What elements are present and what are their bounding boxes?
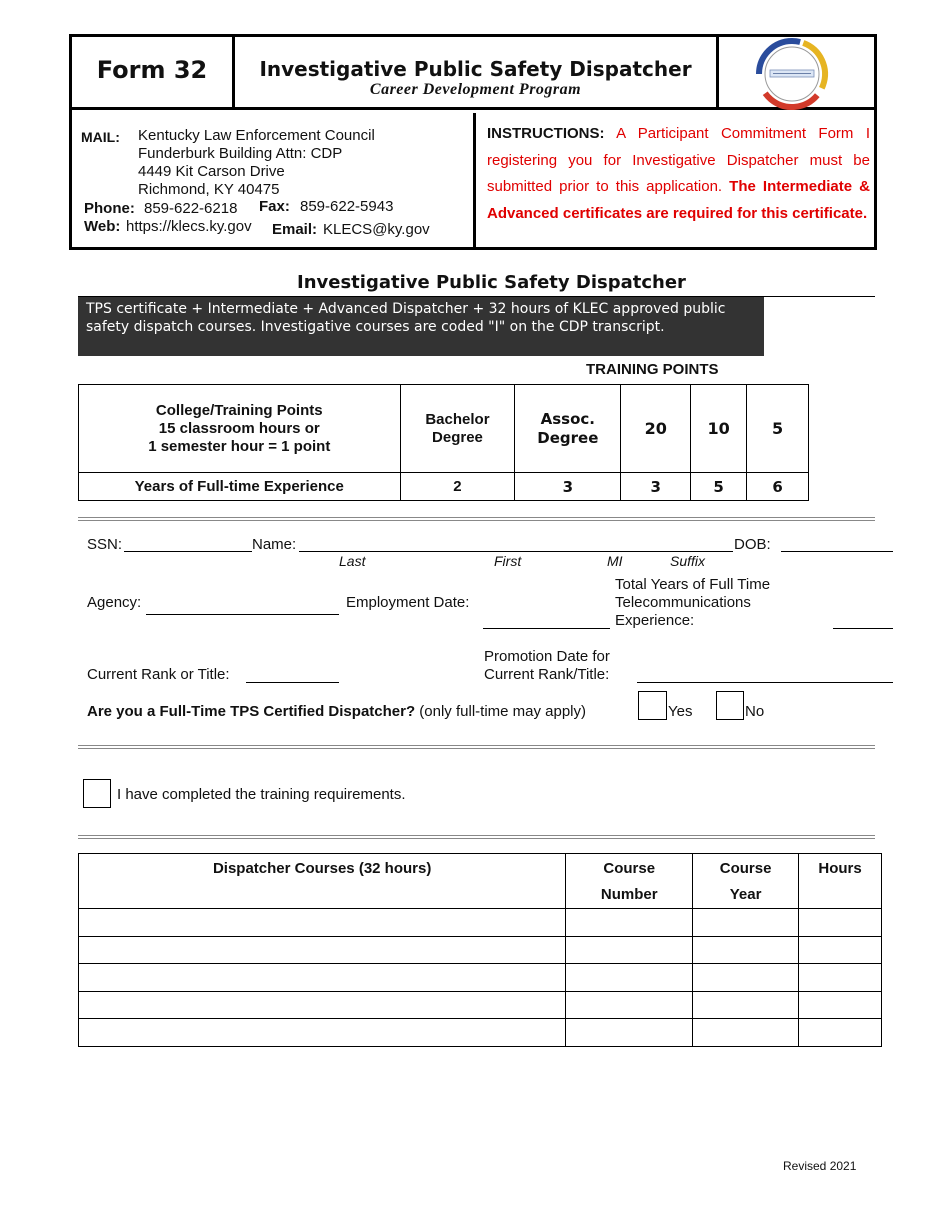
course-name-cell[interactable] [79,937,566,964]
fax-label: Fax: [259,198,290,215]
course-year-cell[interactable] [693,992,799,1019]
instructions-label: INSTRUCTIONS: [487,125,605,142]
email-label: Email: [272,221,318,238]
address-line-1: Kentucky Law Enforcement Council [138,127,375,144]
instructions-bold-text: The Intermediate & Advanced certificates are required for this certificate. [487,178,870,222]
points-20-cell: 20 [621,385,691,473]
section-title: Investigative Public Safety Dispatcher [297,272,686,293]
course-name-cell[interactable] [79,992,566,1019]
logo-cell [719,37,874,110]
table-row [79,1019,882,1047]
course-name-cell[interactable] [79,1019,566,1047]
last-name-caption: Last [339,553,366,569]
page-subtitle: Career Development Program [369,81,582,98]
name-label: Name: [252,536,297,553]
courses-table [78,853,882,1047]
title-cell [235,37,719,110]
page-title: Investigative Public Safety Dispatcher [259,57,692,81]
course-name-cell[interactable] [79,964,566,992]
experience-bachelor: 2 [400,473,515,501]
courses-header-hours: Hours [799,854,882,909]
employment-date-field[interactable] [483,628,610,629]
revised-date: Revised 2021 [783,1159,857,1173]
course-number-cell[interactable] [566,909,693,937]
fax-number: 859-622-5943 [300,198,394,215]
first-name-caption: First [494,553,522,569]
yes-label: Yes [668,703,693,720]
rank-label: Current Rank or Title: [87,666,230,683]
promotion-date-label: Promotion Date for Current Rank/Title: [484,648,610,683]
dob-field[interactable] [781,551,893,552]
course-number-cell[interactable] [566,992,693,1019]
course-year-cell[interactable] [693,964,799,992]
agency-label: Agency: [87,594,142,611]
requirements-banner: TPS certificate + Intermediate + Advanced Dispatcher + 32 hours of KLEC approved public safety dispatch courses. Investigative courses are coded "I" on the CDP transcript. [78,297,764,356]
total-years-field[interactable] [833,628,893,629]
course-hours-cell[interactable] [799,1019,882,1047]
dob-label: DOB: [734,536,771,553]
mail-label: MAIL: [81,129,120,145]
web-label: Web: [84,218,121,235]
course-hours-cell[interactable] [799,992,882,1019]
assoc-degree-cell: Assoc. Degree [515,385,621,473]
address-line-2: Funderburk Building Attn: CDP [138,145,343,162]
course-year-cell[interactable] [693,1019,799,1047]
ssn-field[interactable] [124,551,252,552]
middle-initial-caption: MI [607,553,623,569]
agency-field[interactable] [146,614,339,615]
ssn-label: SSN: [87,536,123,553]
points-5-cell: 5 [747,385,809,473]
completion-statement: I have completed the training requirements. [117,786,406,803]
course-year-cell[interactable] [693,909,799,937]
section-divider [78,835,875,839]
course-number-cell[interactable] [566,964,693,992]
table-row [79,909,882,937]
courses-header-number: Course Number [566,854,693,909]
courses-header-year: Course Year [693,854,799,909]
phone-number: 859-622-6218 [144,200,238,217]
form-number: Form 32 [72,37,235,110]
course-hours-cell[interactable] [799,909,882,937]
full-time-question: Are you a Full-Time TPS Certified Dispatcher? (only full-time may apply) [87,703,587,720]
instructions [479,113,874,250]
courses-header-name: Dispatcher Courses (32 hours) [79,854,566,909]
contact-info [72,113,476,250]
experience-20: 3 [621,473,691,501]
college-points-label: College/Training Points 15 classroom hours or 1 semester hour = 1 point [79,385,401,473]
completion-checkbox[interactable] [83,779,111,808]
total-years-label: Total Years of Full Time Telecommunications Experience: [615,576,771,629]
address-line-3: 4449 Kit Carson Drive [138,163,285,180]
promotion-date-field[interactable] [637,682,893,683]
courses-header-row [79,854,882,909]
section-divider [78,517,875,521]
program-seal-icon [719,37,874,110]
experience-label: Years of Full-time Experience [79,473,401,501]
experience-5: 6 [747,473,809,501]
header-row [72,37,874,110]
instructions-text: A Participant Commitment Form I registering you for Investigative Dispatcher must be submitted prior to this application. [487,125,870,195]
training-points-row [79,385,809,473]
points-10-cell: 10 [691,385,747,473]
training-points-caption: TRAINING POINTS [586,361,719,378]
course-number-cell[interactable] [566,937,693,964]
employment-date-label: Employment Date: [346,594,470,611]
course-year-cell[interactable] [693,937,799,964]
email-link[interactable]: KLECS@ky.gov [323,221,430,238]
course-name-cell[interactable] [79,909,566,937]
experience-assoc: 3 [515,473,621,501]
phone-label: Phone: [84,200,135,217]
table-row [79,992,882,1019]
yes-checkbox[interactable] [638,691,667,720]
web-link[interactable]: https://klecs.ky.gov [126,218,252,235]
rank-field[interactable] [246,682,339,683]
course-number-cell[interactable] [566,1019,693,1047]
experience-row [79,473,809,501]
name-field[interactable] [299,551,733,552]
training-points-table [78,384,809,501]
no-label: No [745,703,765,720]
experience-10: 5 [691,473,747,501]
form-header [69,34,877,250]
table-row [79,964,882,992]
bachelor-degree-cell: Bachelor Degree [400,385,515,473]
course-hours-cell[interactable] [799,937,882,964]
section-divider [78,745,875,749]
suffix-caption: Suffix [670,553,706,569]
course-hours-cell[interactable] [799,964,882,992]
address-line-4: Richmond, KY 40475 [138,181,280,198]
no-checkbox[interactable] [716,691,744,720]
table-row [79,937,882,964]
